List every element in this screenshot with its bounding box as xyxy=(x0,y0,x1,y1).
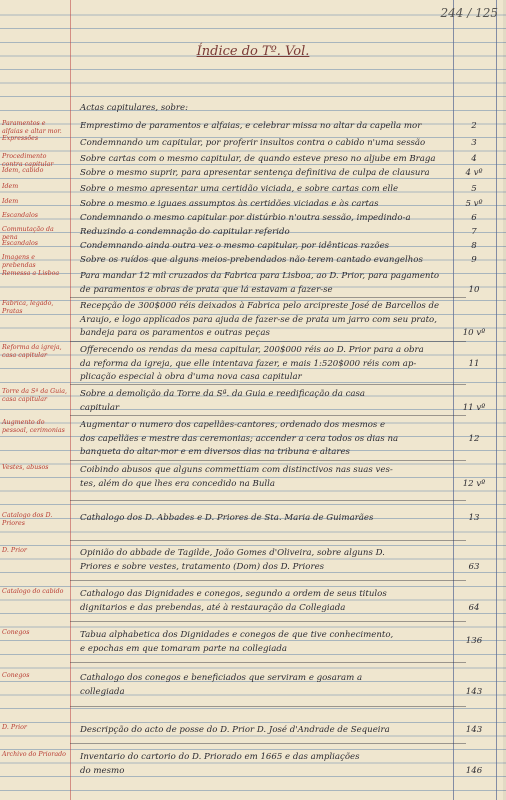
entry-margin-note: Fabrica, legado, Pratas xyxy=(2,300,54,315)
entry-text xyxy=(80,344,454,385)
entry-separator xyxy=(70,540,466,541)
entry-text xyxy=(80,388,454,415)
entry-margin-note: Idem, cabido xyxy=(2,167,44,174)
entry-line: da reforma da igreja, que elle intentava fazer, e mais 1:520$000 réis com ap- xyxy=(80,358,417,369)
entry-line: Tabua alphabetica dos Dignidades e conegos de que tive conhecimento, xyxy=(80,630,394,640)
entry-separator xyxy=(70,706,466,707)
entry-line: dignitarios e das prebendas, até à restauração da Collegiada xyxy=(80,602,346,613)
entry-text xyxy=(80,167,454,181)
entry-line: banqueta do altar-mor e em diversos dias na tribuna e altares xyxy=(80,447,350,458)
entry-line: Sobre os ruídos que alguns meios-prebendados não terem cantado evangelhos xyxy=(80,255,423,265)
entry-line: Sobre o mesmo apresentar uma certidão viciada, e sobre cartas com elle xyxy=(80,184,399,194)
entry-separator xyxy=(70,384,466,385)
entry-margin-note: Paramentos e alfaias e altar mor. Expressões xyxy=(2,120,62,142)
entry-margin-note: Escandalos xyxy=(2,240,38,247)
entry-page-number: 4 xyxy=(471,154,477,164)
entry-line: plicação especial à obra d'uma nova casa capitular xyxy=(80,372,302,383)
entry-text xyxy=(80,120,454,134)
entry-line: Cathalogo dos D. Abbades e D. Priores de Sta. Maria de Guimarães xyxy=(80,513,374,523)
entry-page-number: 9 xyxy=(471,255,477,265)
folio-number: 244 / 125 xyxy=(440,6,498,20)
entry-line: Recepção de 300$000 réis deixados à Fabrica pelo arcipreste José de Barcellos de xyxy=(80,301,440,311)
entry-margin-note: Escandalos xyxy=(2,212,38,219)
entry-separator xyxy=(70,580,466,581)
entry-line: Araujo, e logo applicados para ajuda de fazer-se de prata um jarro com seu prato, xyxy=(80,314,437,325)
entry-line: Condemnando o mesmo capitular por distúrbio n'outra sessão, impedindo-a xyxy=(80,213,411,223)
entry-page-number: 143 xyxy=(465,686,483,697)
entry-line: Sobre o mesmo suprir, para apresentar sentença definitiva de culpa de clausura xyxy=(80,168,430,178)
entry-page-number: 143 xyxy=(465,725,483,735)
entry-line: bandeja para os paramentos e outras peças xyxy=(80,328,270,339)
entry-text xyxy=(80,512,454,526)
entry-line: Condemnando um capitular, por proferir insultos contra o cabido n'uma sessão xyxy=(80,138,426,148)
entry-text xyxy=(80,270,454,297)
entry-text xyxy=(80,588,454,615)
entry-text xyxy=(80,751,454,778)
entry-text xyxy=(80,137,454,151)
entry-margin-note: Procedimento contra capitular xyxy=(2,153,54,168)
entry-page-number: 12 vº xyxy=(462,478,486,489)
entry-text xyxy=(80,212,454,226)
entry-separator xyxy=(70,460,466,461)
entry-page-number: 3 xyxy=(471,138,477,148)
entry-line: Offerecendo os rendas da mesa capitular, 200$000 réis ao D. Prior para a obra xyxy=(80,345,424,355)
entry-page-number: 136 xyxy=(465,636,483,646)
entry-text xyxy=(80,183,454,197)
entry-page-number: 8 xyxy=(471,241,477,251)
entry-line: do mesmo xyxy=(80,765,125,776)
entry-line: dos capellães e mestre das ceremonias; accender a cera todos os dias na xyxy=(80,433,399,444)
entry-line: Opinião do abbade de Tagilde, João Gomes d'Oliveira, sobre alguns D. xyxy=(80,548,385,558)
entry-margin-note: Torre da Sª da Guia, casa capitular xyxy=(2,388,67,403)
entry-line: collegiada xyxy=(80,686,125,697)
entry-page-number: 6 xyxy=(471,213,477,223)
entry-text xyxy=(80,419,454,460)
entry-margin-note: Catalogo dos D. Priores xyxy=(2,512,53,527)
entry-line: Condemnando ainda outra vez o mesmo capitular, por idênticas razões xyxy=(80,241,390,251)
entry-separator xyxy=(70,297,466,298)
entry-text xyxy=(80,629,454,656)
entry-margin-note: D. Prior xyxy=(2,547,27,554)
entry-line: Coibindo abusos que alguns commettiam com distinctivos nas suas ves- xyxy=(80,465,393,475)
entry-page-number: 5 vº xyxy=(465,199,483,209)
entry-margin-note: Conegos xyxy=(2,672,30,679)
entry-page-number: 63 xyxy=(468,561,480,572)
entry-separator xyxy=(70,341,466,342)
entry-margin-note: Archivo do Priorado xyxy=(2,751,66,758)
entry-line: Reduzindo a condemnação do capitular referido xyxy=(80,227,290,237)
entry-line: Priores e sobre vestes, tratamento (Dom) dos D. Priores xyxy=(80,561,325,572)
entry-separator xyxy=(70,662,466,663)
entry-margin-note: Idem xyxy=(2,183,19,190)
entry-page-number: 12 xyxy=(468,433,480,444)
number-column-rule-right xyxy=(496,0,497,800)
entry-line: Inventario do cartorio do D. Priorado em 1665 e das ampliações xyxy=(80,752,360,762)
entry-page-number: 2 xyxy=(471,121,477,131)
entry-text xyxy=(80,240,454,254)
entry-text xyxy=(80,464,454,491)
entry-margin-note: Commutação da pena xyxy=(2,226,54,241)
entry-margin-note: Augmento do pessoal, cerimonias xyxy=(2,419,65,434)
entry-line: de paramentos e obras de prata que lá estavam a fazer-se xyxy=(80,284,333,295)
entry-separator xyxy=(70,743,466,744)
entry-text xyxy=(80,724,454,738)
entry-line: Descripção do acto de posse do D. Prior D. José d'Andrade de Sequeira xyxy=(80,725,390,735)
entry-margin-note: D. Prior xyxy=(2,724,27,731)
entry-page-number: 7 xyxy=(471,227,477,237)
entry-line: Cathalogo das Dignidades e conegos, segundo a ordem de seus titulos xyxy=(80,589,387,599)
entry-line: Para mandar 12 mil cruzados da Fabrica para Lisboa, ao D. Prior, para pagamento xyxy=(80,271,440,281)
entry-text xyxy=(80,102,454,116)
entry-page-number: 10 xyxy=(468,284,480,295)
entry-margin-note: Reforma da igreja, casa capitular xyxy=(2,344,62,359)
entry-page-number: 10 vº xyxy=(462,328,486,339)
entry-separator xyxy=(70,500,466,501)
entry-text xyxy=(80,672,454,699)
entry-page-number: 13 xyxy=(468,513,480,523)
entry-text xyxy=(80,198,454,212)
entry-page-number: 64 xyxy=(468,602,480,613)
entry-line: capitular xyxy=(80,402,120,413)
entry-line: Sobre o mesmo e iguaes assumptos às certidões viciadas e às cartas xyxy=(80,199,379,209)
entry-text xyxy=(80,300,454,341)
entry-page-number: 11 vº xyxy=(462,402,486,413)
entry-line: e epochas em que tomaram parte na collegiada xyxy=(80,643,287,654)
page-title: Índice do Tº. Vol. xyxy=(196,44,310,59)
entry-margin-note: Catalogo do cabido xyxy=(2,588,64,595)
entry-margin-note: Vestes, abusos xyxy=(2,464,49,471)
entry-line: tes, além do que lhes era concedido na Bulla xyxy=(80,478,276,489)
entry-margin-note: Imagens e prebendas xyxy=(2,254,36,269)
entry-page-number: 11 xyxy=(468,358,480,369)
entry-line: Sobre a demolição da Torre da Sª. da Guia e reedificação da casa xyxy=(80,389,366,399)
entry-margin-note: Idem xyxy=(2,198,19,205)
entry-text xyxy=(80,226,454,240)
entry-text xyxy=(80,153,454,167)
entry-line: Actas capitulares, sobre: xyxy=(80,103,189,113)
entry-page-number: 4 vº xyxy=(465,168,483,178)
entry-text xyxy=(80,254,454,268)
entry-separator xyxy=(70,415,466,416)
entry-page-number: 5 xyxy=(471,184,477,194)
entry-text xyxy=(80,547,454,574)
entry-margin-note: Conegos xyxy=(2,629,30,636)
entry-margin-note: Remessa a Lisboa xyxy=(2,270,60,277)
entry-line: Cathalogo dos conegos e beneficiados que serviram e gosaram a xyxy=(80,673,363,683)
margin-rule xyxy=(70,0,71,800)
entry-line: Augmentar o numero dos capellães-cantores, ordenado dos mesmos e xyxy=(80,420,386,430)
entry-separator xyxy=(70,621,466,622)
entry-page-number: 146 xyxy=(465,765,483,776)
entry-line: Sobre cartas com o mesmo capitular, de quando esteve preso no aljube em Braga xyxy=(80,154,436,164)
entry-line: Emprestimo de paramentos e alfaias, e celebrar missa no altar da capella mor xyxy=(80,121,422,131)
